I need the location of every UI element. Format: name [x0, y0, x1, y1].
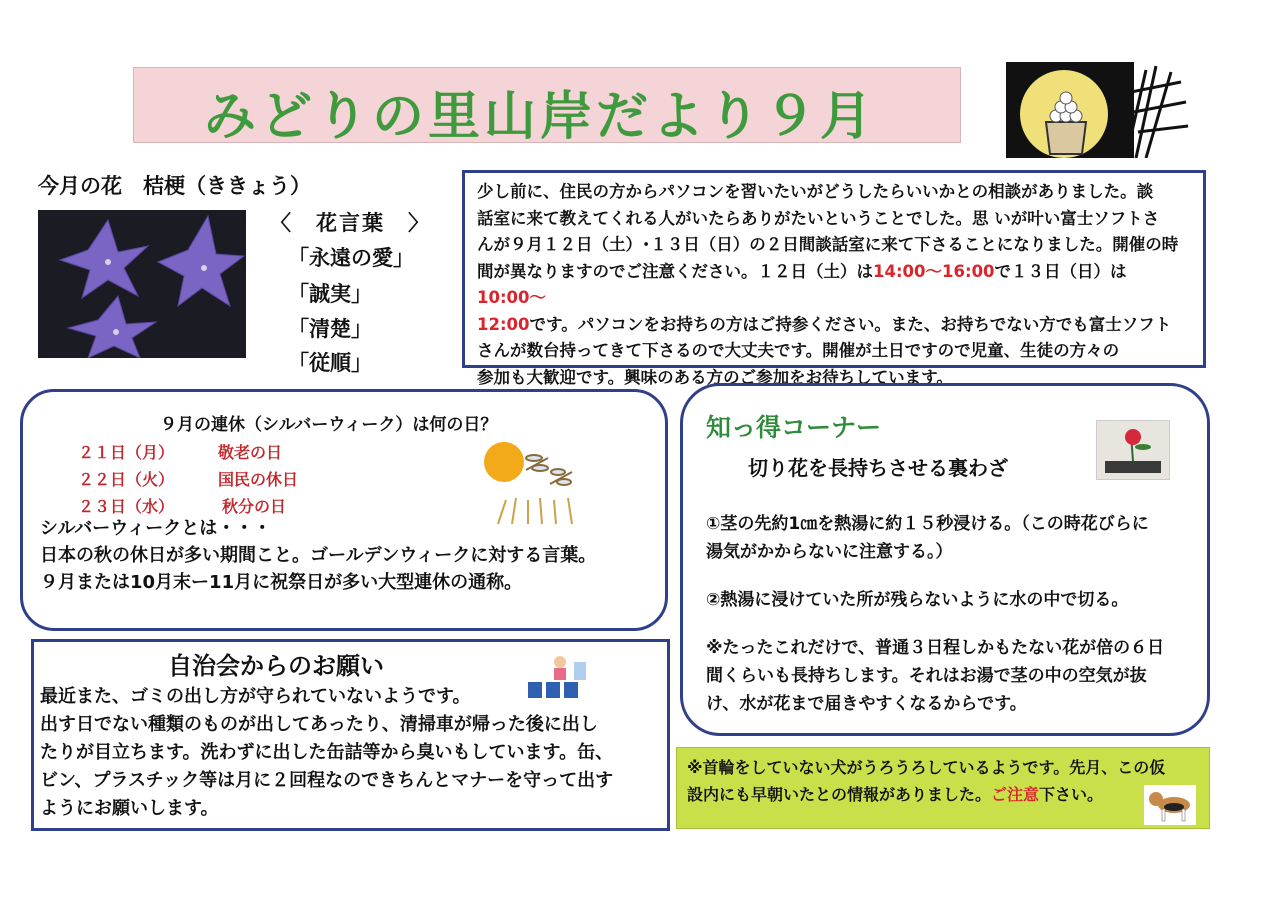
tip-note [706, 634, 1164, 718]
knowledge-corner-heading: 知っ得コーナー [706, 413, 882, 442]
flower-arrangement-icon [1096, 420, 1170, 480]
flower-heading: 今月の花 桔梗（ききょう） [38, 174, 311, 198]
flower-word-3: 「清楚」 [288, 317, 372, 341]
request-line: たりが目立ちます。洗わずに出した缶詰等から臭いもしています。缶、 [40, 742, 614, 763]
tip-note-line: ※たったこれだけで、普通３日程しかもたない花が倍の６日 [706, 638, 1165, 658]
flower-language-title: 〈 花言葉 〉 [270, 211, 431, 235]
announce-text: で１３日（日）は [994, 261, 1144, 281]
announce-line: んが９月１２日（土）･１３日（日）の２日間談話室に来て下さることになりました。開催の時 [477, 235, 1179, 254]
newsletter-title: みどりの里山岸だより９月 [204, 87, 877, 147]
silver-week-heading: シルバーウィークとは・・・ [40, 518, 272, 539]
holiday-date-2: ２２日（火） [78, 470, 175, 489]
dog-note-line: ※首輪をしていない犬がうろうろしているようです。先月、この仮 [687, 758, 1166, 777]
dog-icon [1144, 785, 1196, 825]
tip-1-line: 湯気がかからないに注意する。） [706, 542, 953, 562]
dog-note-text: 設内にも早朝いたとの情報がありました。 [687, 785, 992, 804]
announce-line: 少し前に、住民の方からパソコンを習いたいがどうしたらいいかとの相談がありました。談 [477, 182, 1154, 201]
tip-1 [706, 510, 1149, 566]
holiday-name-2: 国民の休日 [218, 470, 299, 489]
announce-text: 間が異なりますのでご注意ください。１２日（土）は [477, 261, 873, 281]
announce-line [477, 259, 1191, 312]
association-request-title: 自治会からのお願い [168, 652, 384, 680]
silver-week-title: ９月の連休（シルバーウィーク）は何の日？ [160, 415, 498, 435]
announce-line: 参加も大歓迎です。興味のある方のご参加をお待ちしています。 [477, 367, 953, 387]
flower-word-2: 「誠実」 [288, 282, 372, 306]
flower-word-1: 「永遠の愛」 [288, 246, 414, 270]
tip-2: ②熱湯に浸けていた所が残らないように水の中で切る。 [706, 590, 1129, 610]
bellflower-photo [38, 210, 246, 358]
silver-week-line: ９月または10月末ー11月に祝祭日が多い大型連休の通称。 [40, 572, 523, 593]
silver-week-line: 日本の秋の休日が多い期間こと。ゴールデンウィークに対する言葉。 [40, 545, 597, 566]
moon-viewing-illustration [1006, 62, 1196, 158]
announce-line [477, 312, 1191, 339]
time-sunday-end: 12:00 [477, 314, 530, 334]
tip-1-line: ①茎の先約1㎝を熱湯に約１５秒浸ける。（この時花びらに [706, 514, 1149, 534]
flower-word-4: 「従順」 [288, 351, 372, 375]
time-saturday: 14:00～16:00 [873, 261, 995, 281]
request-line: ビン、プラスチック等は月に２回程なのできちんとマナーを守って出す [40, 770, 614, 791]
holiday-date-3: ２３日（水） [78, 497, 175, 516]
request-line: 最近また、ゴミの出し方が守られていないようです。 [40, 686, 471, 707]
holiday-name-3: 秋分の日 [222, 497, 287, 516]
announce-text: です。パソコンをお持ちの方はご持参ください。また、お持ちでない方でも富士ソフト [529, 314, 1172, 334]
pc-lesson-announcement [462, 170, 1206, 387]
announce-line: さんが数台持ってきて下さるので大丈夫です。開催が土日ですので児童、生徒の方々の [477, 341, 1120, 360]
association-request-text [40, 683, 665, 823]
loose-dog-notice [676, 747, 1210, 829]
holiday-name-1: 敬老の日 [218, 443, 283, 462]
silver-week-description [40, 515, 596, 596]
announce-line: 話室に来て教えてくれる人がいたらありがたいということでした。思 いが叶い富士ソフトさ [477, 208, 1160, 228]
dog-note-text: 下さい。 [1039, 785, 1104, 804]
tip-note-line: 間くらいも長持ちします。それはお湯で茎の中の空気が抜 [706, 666, 1147, 686]
dog-note-line [687, 781, 1199, 808]
holiday-date-1: ２１日（月） [78, 443, 175, 462]
knowledge-corner-subheading: 切り花を長持ちさせる裏わざ [748, 456, 1008, 480]
tip-note-line: け、水が花まで届きやすくなるからです。 [706, 694, 1027, 714]
time-sunday-start: 10:00～ [477, 288, 547, 307]
request-line: ようにお願いします。 [40, 798, 219, 819]
title-banner [133, 67, 961, 147]
request-line: 出す日でない種類のものが出してあったり、清掃車が帰った後に出し [40, 714, 598, 735]
caution-text: ご注意 [991, 785, 1040, 804]
autumn-moon-dragonfly-icon [478, 440, 586, 526]
